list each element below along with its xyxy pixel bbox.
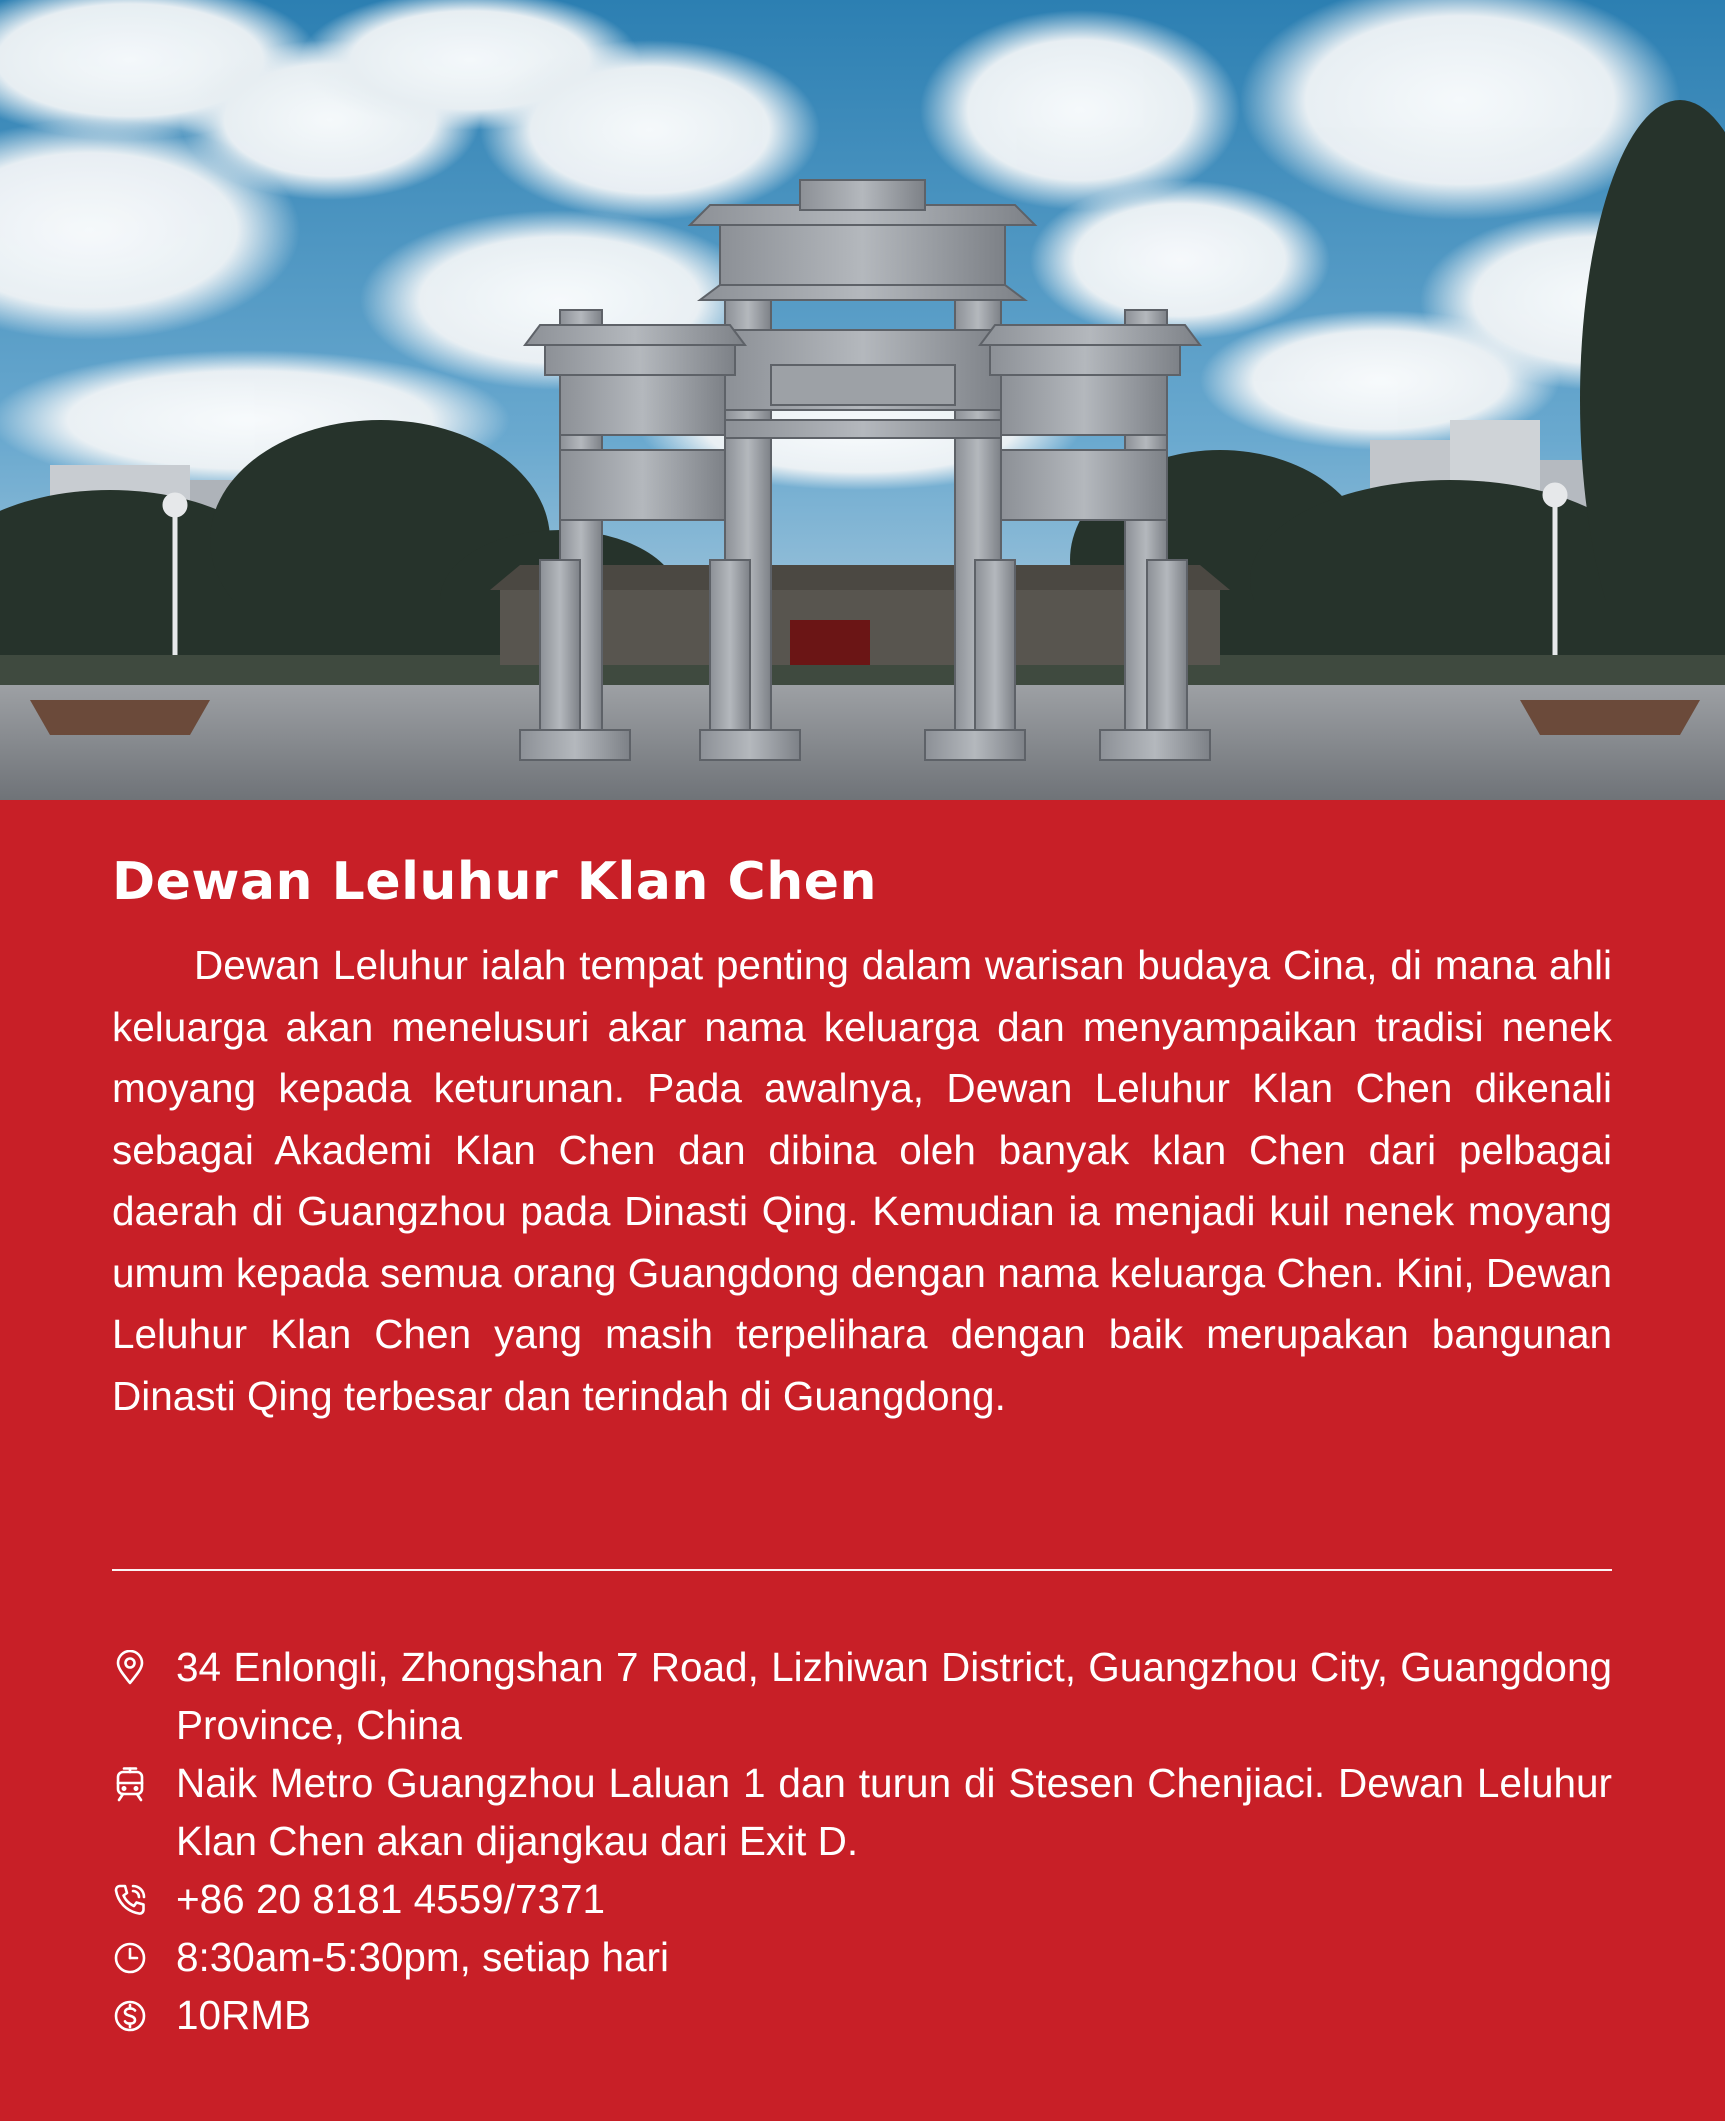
clock-icon	[112, 1940, 148, 1976]
archway-illustration	[0, 0, 1725, 800]
info-row-transport	[112, 1754, 1612, 1870]
metro-train-icon	[112, 1766, 148, 1802]
page-title: Dewan Leluhur Klan Chen	[112, 852, 878, 912]
dollar-coin-icon	[112, 1998, 148, 2034]
visitor-info-list	[112, 1638, 1612, 2044]
phone-icon	[112, 1882, 148, 1918]
info-row-price	[112, 1986, 1612, 2044]
info-row-address	[112, 1638, 1612, 1754]
divider	[112, 1569, 1612, 1571]
address-text: 34 Enlongli, Zhongshan 7 Road, Lizhiwan District, Guangzhou City, Guangdong Province, China	[176, 1644, 1612, 1748]
info-panel	[0, 800, 1725, 2121]
hours-text: 8:30am-5:30pm, setiap hari	[176, 1934, 670, 1980]
location-pin-icon	[112, 1650, 148, 1686]
phone-text: +86 20 8181 4559/7371	[176, 1876, 606, 1922]
transport-text: Naik Metro Guangzhou Laluan 1 dan turun di Stesen Chenjiaci. Dewan Leluhur Klan Chen akan dijangkau dari Exit D.	[176, 1760, 1612, 1864]
description-paragraph: Dewan Leluhur ialah tempat penting dalam warisan budaya Cina, di mana ahli keluarga akan menelusuri akar nama keluarga dan menyampaikan tradisi nenek moyang kepada keturunan. Pada awalnya, Dewan Leluhur Klan Chen dikenali sebagai Akademi Klan Chen dan dibina oleh banyak klan Chen dari pelbagai daerah di Guangzhou pada Dinasti Qing. Kemudian ia menjadi kuil nenek moyang umum kepada semua orang Guangdong dengan nama keluarga Chen. Kini, Dewan Leluhur Klan Chen yang masih terpelihara dengan baik merupakan bangunan Dinasti Qing terbesar dan terindah di Guangdong.	[112, 942, 1612, 1419]
info-row-phone	[112, 1870, 1612, 1928]
hero-photo	[0, 0, 1725, 800]
price-text: 10RMB	[176, 1992, 312, 2038]
info-row-hours	[112, 1928, 1612, 1986]
